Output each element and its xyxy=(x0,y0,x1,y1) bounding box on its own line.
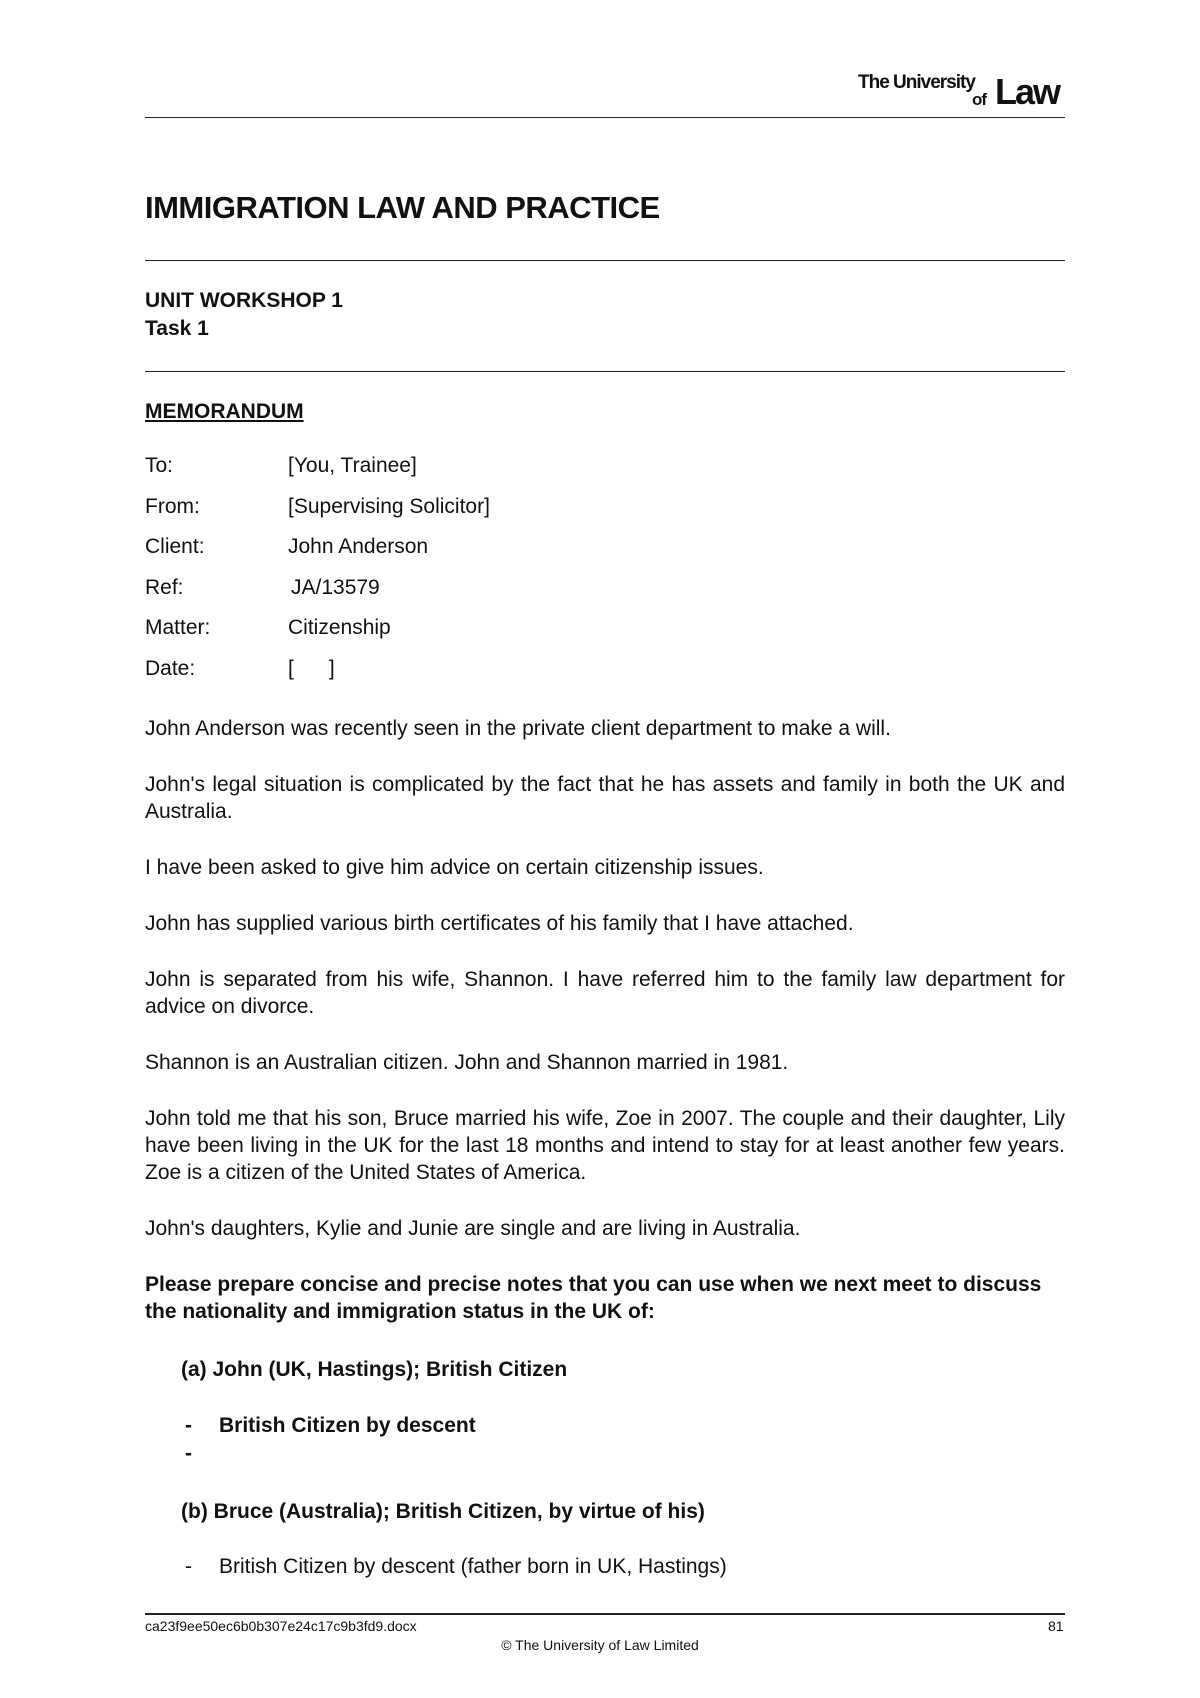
unit-label: UNIT WORKSHOP 1 xyxy=(145,289,343,312)
header-rule xyxy=(145,117,1065,118)
field-label: Matter: xyxy=(145,616,211,639)
unit-rule xyxy=(145,371,1065,372)
memo-field-to xyxy=(145,454,845,495)
field-value: [You, Trainee] xyxy=(288,454,417,477)
field-value: JA/13579 xyxy=(291,575,380,599)
logo-line3: Law xyxy=(995,71,1060,112)
memo-field-from xyxy=(145,495,845,536)
task-label: Task 1 xyxy=(145,317,209,340)
memo-field-matter xyxy=(145,616,845,657)
footer-rule xyxy=(145,1613,1065,1615)
item-b-text: (b) Bruce (Australia); British Citizen, by virtue of his) xyxy=(181,1500,705,1523)
field-label: Ref: xyxy=(145,575,184,599)
paragraph: I have been asked to give him advice on certain citizenship issues. xyxy=(145,856,764,879)
logo-line1: The University xyxy=(858,72,975,93)
paragraph: John Anderson was recently seen in the private client department to make a will. xyxy=(145,717,891,740)
university-logo xyxy=(854,66,1064,114)
footer-copyright: © The University of Law Limited xyxy=(501,1637,699,1653)
paragraph: John is separated from his wife, Shannon. I have referred him to the family law department for advice on divorce. xyxy=(145,968,1065,1018)
unit-heading xyxy=(145,287,343,343)
field-value: Citizenship xyxy=(288,616,391,639)
page-number: 81 xyxy=(1048,1618,1064,1634)
memo-fields xyxy=(145,454,845,697)
dash-marker: - xyxy=(185,1442,192,1465)
memo-field-client xyxy=(145,535,845,576)
paragraph: John has supplied various birth certificates of his family that I have attached. xyxy=(145,912,854,935)
dash-marker: - xyxy=(185,1555,192,1578)
logo-line2: of xyxy=(972,90,987,109)
memo-heading: MEMORANDUM xyxy=(145,400,304,423)
field-label: Client: xyxy=(145,535,205,558)
field-label: Date: xyxy=(145,656,196,680)
memo-body xyxy=(145,715,1065,1354)
memo-field-date xyxy=(145,657,845,698)
field-label: To: xyxy=(145,454,174,477)
field-value: John Anderson xyxy=(288,535,429,558)
paragraph: Shannon is an Australian citizen. John and Shannon married in 1981. xyxy=(145,1051,789,1074)
dash-marker: - xyxy=(185,1414,192,1437)
instruction-paragraph: Please prepare concise and precise notes that you can use when we next meet to discuss the nationality and immigration status in the UK of: xyxy=(145,1273,1042,1323)
paragraph: John's legal situation is complicated by the fact that he has assets and family in both the UK and Australia. xyxy=(145,773,1065,823)
title-rule xyxy=(145,260,1065,261)
item-b-bullet: British Citizen by descent (father born in UK, Hastings) xyxy=(219,1555,727,1578)
paragraph: John told me that his son, Bruce married his wife, Zoe in 2007. The couple and their daughter, Lily have been living in the UK for the last 18 months and intend to stay for at least another few years. Zoe is a citizen of the United States of America. xyxy=(145,1107,1065,1184)
item-a-text: (a) John (UK, Hastings); British Citizen xyxy=(181,1358,568,1381)
memo-field-ref xyxy=(145,576,845,617)
paragraph: John's daughters, Kylie and Junie are single and are living in Australia. xyxy=(145,1217,801,1240)
field-value: [Supervising Solicitor] xyxy=(288,494,490,518)
page-title: IMMIGRATION LAW AND PRACTICE xyxy=(145,190,660,225)
item-a-bullet: British Citizen by descent xyxy=(219,1414,476,1437)
field-label: From: xyxy=(145,494,200,518)
footer-filename: ca23f9ee50ec6b0b307e24c17c9b3fd9.docx xyxy=(145,1618,417,1634)
field-value: [ ] xyxy=(288,656,335,680)
